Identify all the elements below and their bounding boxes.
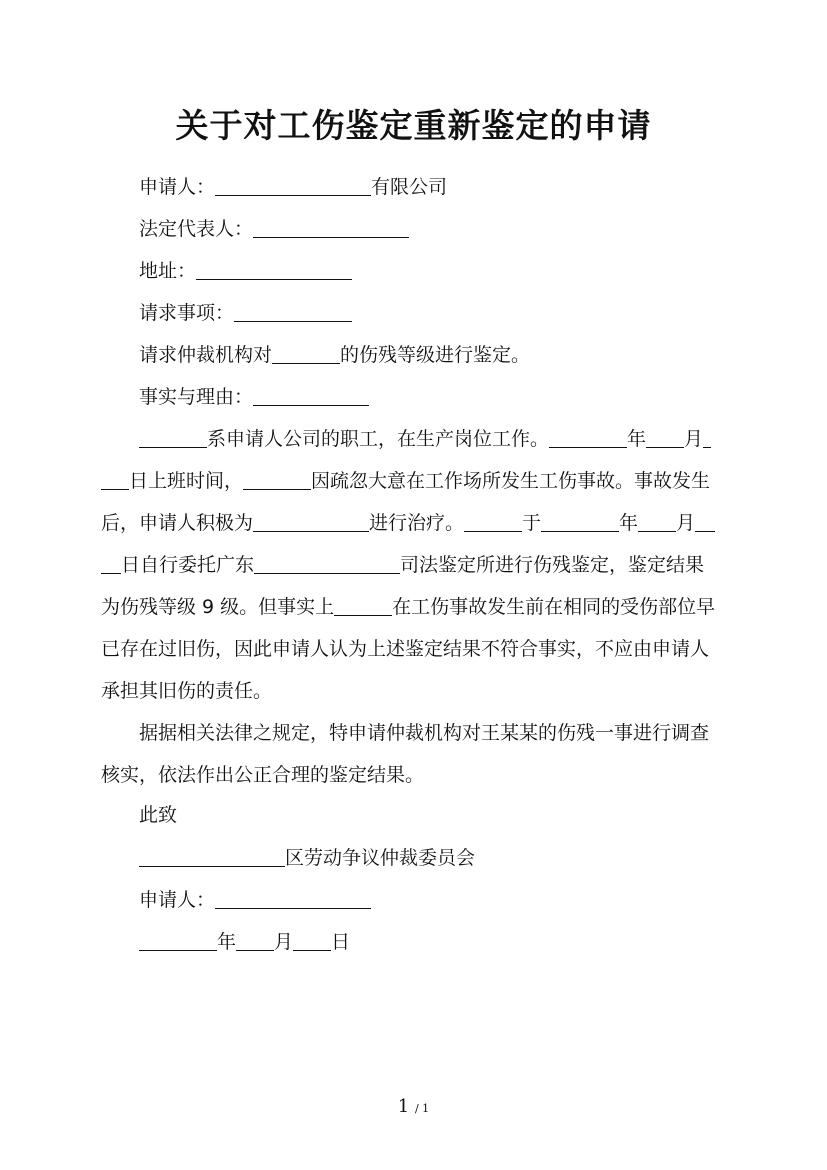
facts-paragraph	[101, 418, 723, 712]
page-number	[0, 1096, 827, 1117]
recipient-suffix: 区劳动争议仲裁委员会	[285, 847, 476, 869]
date-year-label: 年	[217, 931, 237, 953]
p2-text: 核实，依法作出公正合理的鉴定结果。	[101, 764, 425, 786]
legal-basis-paragraph	[101, 712, 723, 796]
p1-text: 承担其旧伤的责任。	[101, 680, 273, 702]
signature-blank	[215, 888, 371, 909]
request-line	[139, 301, 352, 325]
document-title: 关于对工伤鉴定重新鉴定的申请	[175, 106, 652, 145]
day-blank-2a	[695, 511, 715, 532]
signature-line	[139, 888, 371, 912]
sign-label: 申请人：	[139, 889, 216, 911]
date-month-label: 月	[274, 931, 294, 953]
request-label: 请求事项：	[139, 302, 235, 324]
facts-label: 事实与理由：	[139, 386, 254, 408]
request-text-b: 的伤残等级进行鉴定。	[340, 344, 531, 366]
worker-blank-3	[253, 511, 369, 532]
worker-blank-4	[464, 511, 522, 532]
request-text-line	[139, 343, 530, 367]
worker-name-blank	[272, 343, 340, 364]
p1-text: 进行治疗。	[369, 512, 465, 534]
month-blank-2	[638, 511, 676, 532]
p1-text: 日自行委托广东	[121, 554, 255, 576]
p1-year-label: 年	[627, 428, 647, 450]
applicant-suffix: 有限公司	[371, 176, 448, 198]
p1-text: 在工伤事故发生前在相同的受伤部位早	[392, 596, 716, 618]
page-total: / 1	[414, 1102, 430, 1115]
worker-blank-1	[139, 427, 207, 448]
district-blank	[139, 846, 285, 867]
legal-rep-blank	[253, 217, 409, 238]
date-year-blank	[139, 930, 217, 951]
date-day-label: 日	[331, 931, 351, 953]
p2-text: 据据相关法律之规定，特申请仲裁机构对王某某的伤残一事进行调查	[139, 722, 710, 744]
facts-line	[139, 385, 369, 409]
applicant-line	[139, 175, 447, 199]
worker-blank-2	[243, 469, 311, 490]
day-blank-2b	[101, 553, 121, 574]
request-blank	[234, 301, 352, 322]
page-current: 1	[397, 1096, 410, 1117]
date-line	[139, 930, 350, 954]
p1-text: 后，申请人积极为	[101, 512, 254, 534]
address-label: 地址：	[139, 260, 197, 282]
p1-text: 已存在过旧伤，因此申请人认为上述鉴定结果不符合事实，不应由申请人	[101, 638, 710, 660]
p1-text: 于	[522, 512, 542, 534]
request-text-a: 请求仲裁机构对	[139, 344, 273, 366]
date-month-blank	[236, 930, 274, 951]
institute-blank	[254, 553, 400, 574]
p1-text: 司法鉴定所进行伤残鉴定，鉴定结果	[400, 554, 705, 576]
address-blank	[196, 259, 352, 280]
worker-blank-5	[334, 595, 392, 616]
p1-text: 因疏忽大意在工作场所发生工伤事故。事故发生	[311, 470, 711, 492]
applicant-label: 申请人：	[139, 176, 216, 198]
address-line	[139, 259, 352, 283]
year-blank-1	[549, 427, 627, 448]
legal-rep-label: 法定代表人：	[139, 218, 254, 240]
year-blank-2	[541, 511, 619, 532]
salutation: 此致	[139, 804, 178, 826]
day-blank-1a	[703, 427, 711, 448]
p1-month-label: 月	[684, 428, 704, 450]
p1-text: 系申请人公司的职工，在生产岗位工作。	[207, 428, 550, 450]
p1-text: 为伤残等级 9 级。但事实上	[101, 596, 335, 618]
p1-text: 日上班时间，	[129, 470, 244, 492]
applicant-name-blank	[215, 175, 371, 196]
legal-rep-line	[139, 217, 409, 241]
facts-blank	[253, 385, 369, 406]
recipient-line	[139, 846, 475, 870]
p1-month-label: 月	[676, 512, 696, 534]
day-blank-1b	[101, 469, 129, 490]
date-day-blank	[293, 930, 331, 951]
month-blank-1	[646, 427, 684, 448]
p1-year-label: 年	[619, 512, 639, 534]
